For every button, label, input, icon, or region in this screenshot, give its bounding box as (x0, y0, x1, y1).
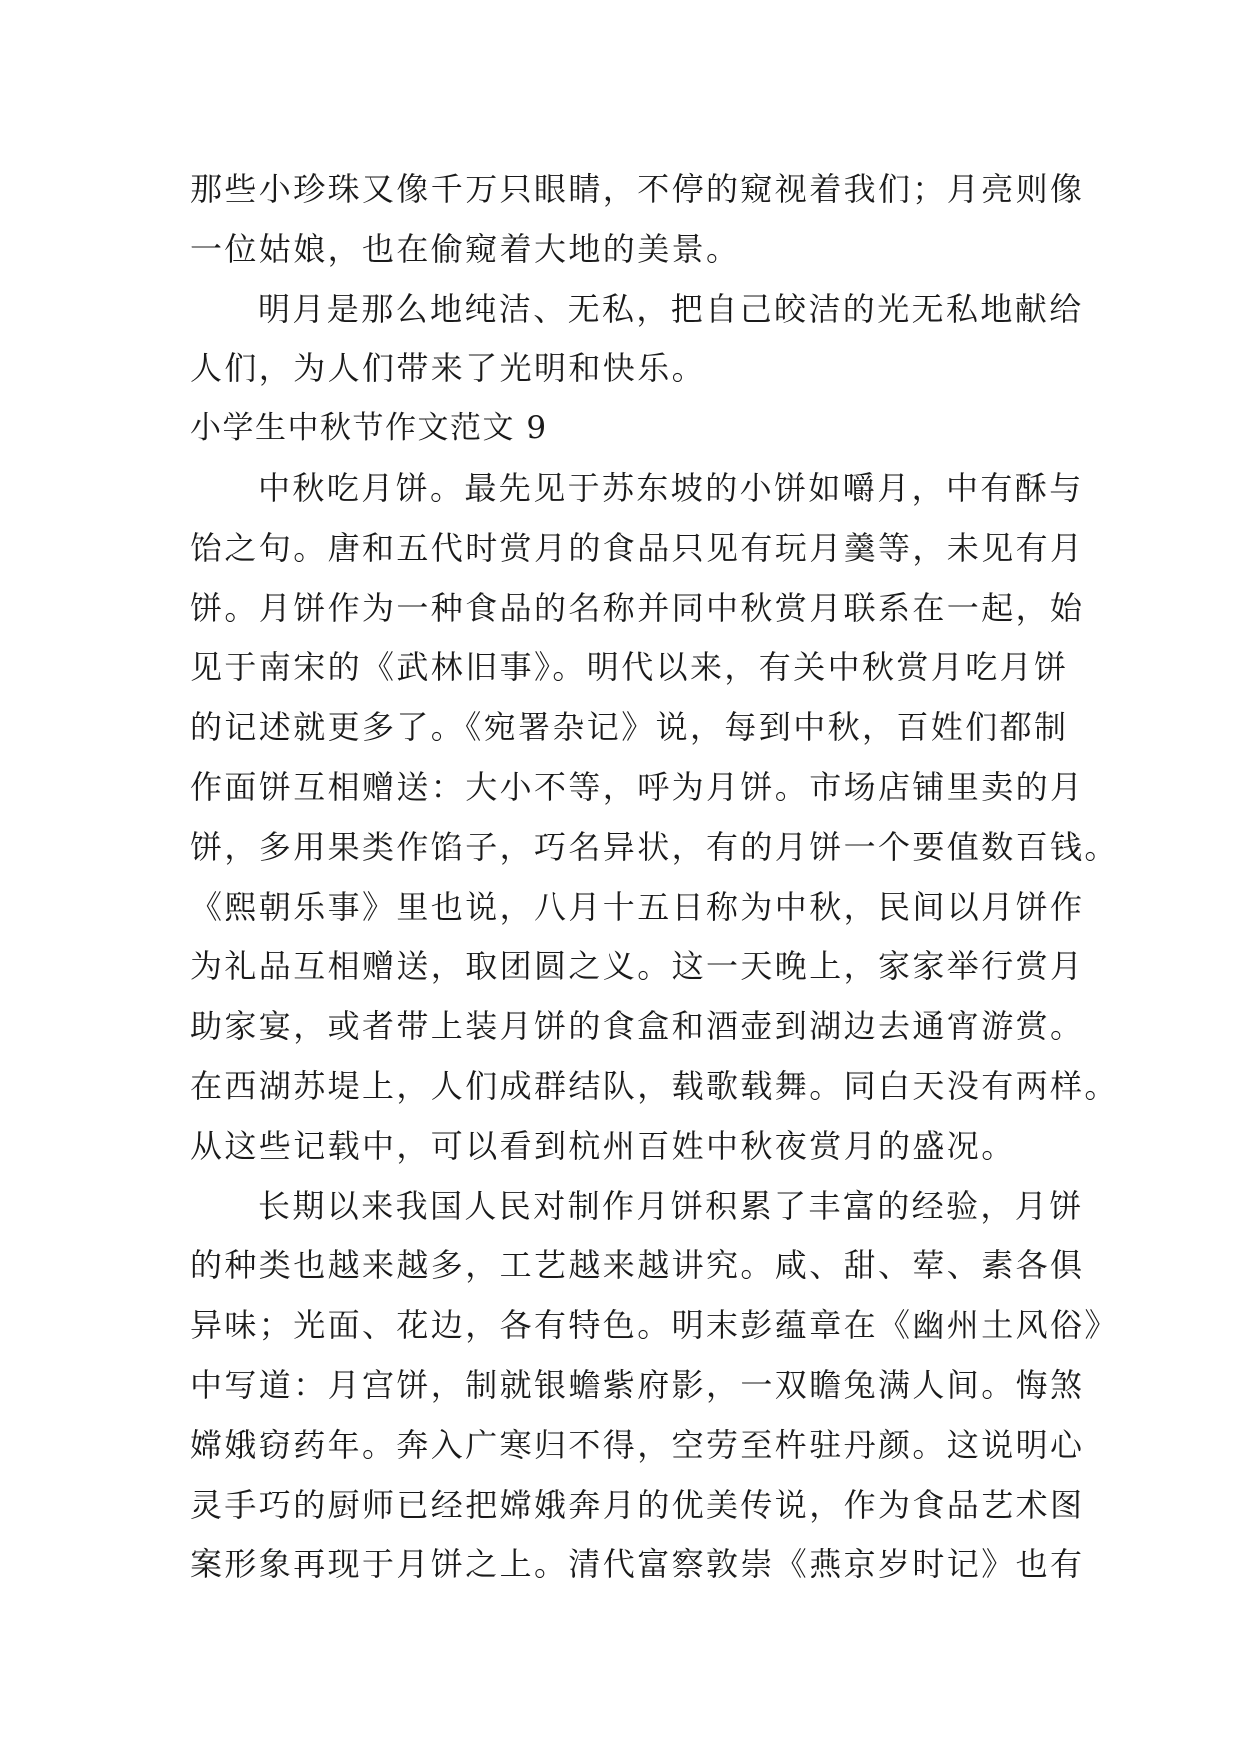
text-line: 《熙朝乐事》里也说，八月十五日称为中秋，民间以月饼作 (190, 887, 1085, 926)
text-line: 见于南宋的《武林旧事》。明代以来，有关中秋赏月吃月饼 (190, 648, 1069, 687)
text-line: 中写道：月宫饼，制就银蟾紫府影，一双瞻兔满人间。悔煞 (190, 1365, 1085, 1404)
text-line: 嫦娥窃药年。奔入广寒归不得，空劳至杵驻丹颜。这说明心 (190, 1425, 1085, 1464)
text-line: 从这些记载中，可以看到杭州百姓中秋夜赏月的盛况。 (190, 1126, 1016, 1165)
paragraph (190, 1177, 1119, 1596)
text-line: 人们，为人们带来了光明和快乐。 (190, 349, 707, 388)
text-line: 中秋吃月饼。最先见于苏东坡的小饼如嚼月，中有酥与 (258, 468, 1084, 507)
document-body (190, 160, 1119, 1595)
text-line: 明月是那么地纯洁、无私，把自己皎洁的光无私地献给 (258, 289, 1084, 328)
text-line: 案形象再现于月饼之上。清代富察敦崇《燕京岁时记》也有 (190, 1545, 1085, 1584)
text-line: 的种类也越来越多，工艺越来越讲究。咸、甜、荤、素各俱 (190, 1246, 1085, 1285)
text-line: 助家宴，或者带上装月饼的食盒和酒壶到湖边去通宵游赏。 (190, 1007, 1085, 1046)
text-line: 饼。月饼作为一种食品的名称并同中秋赏月联系在一起，始 (190, 588, 1085, 627)
text-line: 异味；光面、花边，各有特色。明末彭蕴章在《幽州土风俗》 (190, 1306, 1119, 1345)
paragraph (190, 459, 1119, 1177)
text-line: 灵手巧的厨师已经把嫦娥奔月的优美传说，作为食品艺术图 (190, 1485, 1085, 1524)
section-heading: 小学生中秋节作文范文 9 (190, 410, 548, 447)
text-line: 饴之句。唐和五代时赏月的食品只见有玩月羹等，未见有月 (190, 528, 1085, 567)
text-line: 那些小珍珠又像千万只眼睛，不停的窥视着我们；月亮则像 (190, 170, 1085, 208)
text-line: 饼，多用果类作馅子，巧名异状，有的月饼一个要值数百钱。 (190, 827, 1119, 866)
text-line: 为礼品互相赠送，取团圆之义。这一天晚上，家家举行赏月 (190, 947, 1085, 986)
text-line: 一位姑娘，也在偷窥着大地的美景。 (190, 229, 741, 268)
text-line: 作面饼互相赠送：大小不等，呼为月饼。市场店铺里卖的月 (190, 767, 1085, 806)
text-line: 长期以来我国人民对制作月饼积累了丰富的经验，月饼 (258, 1186, 1084, 1225)
text-line: 的记述就更多了。《宛署杂记》说，每到中秋，百姓们都制 (190, 708, 1069, 747)
text-line: 在西湖苏堤上，人们成群结队，载歌载舞。同白天没有两样。 (190, 1066, 1119, 1105)
